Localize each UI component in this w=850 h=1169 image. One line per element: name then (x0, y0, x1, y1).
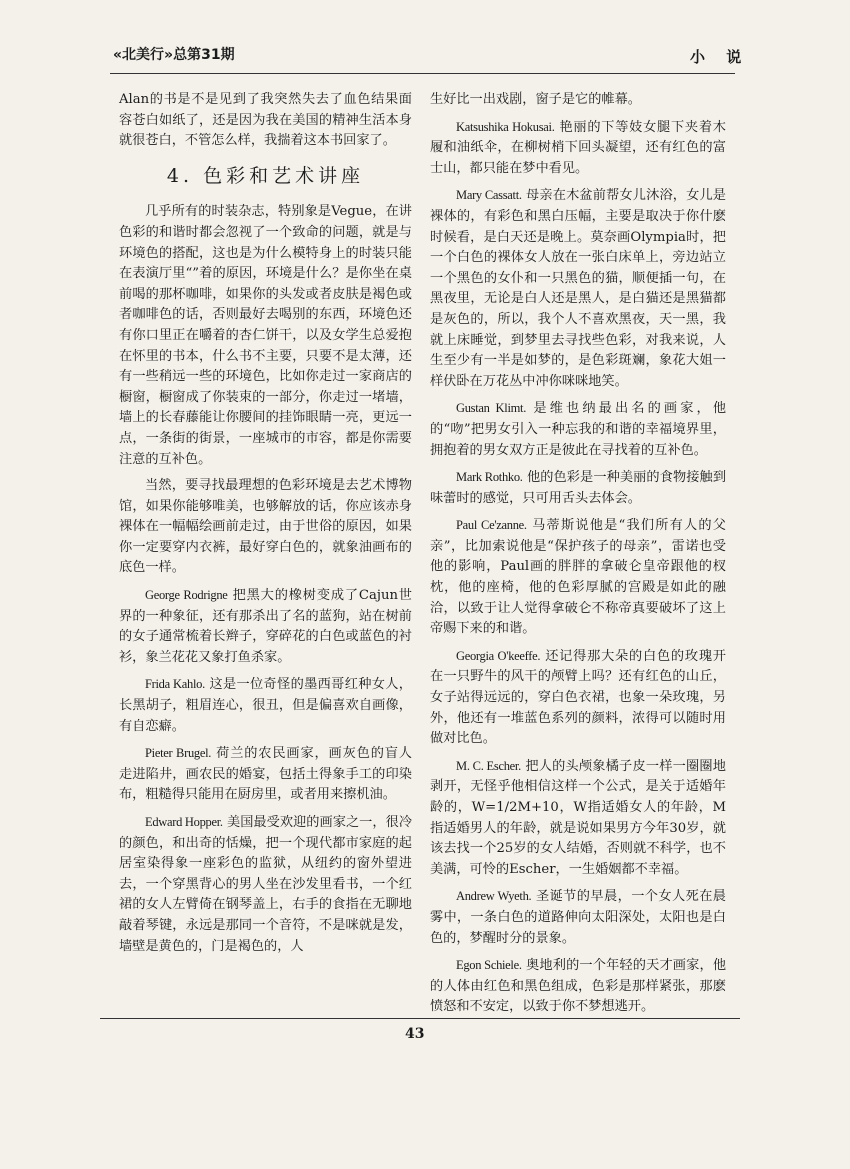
intro-paragraph: Alan的书是不是见到了我突然失去了血色结果面容苍白如纸了，还是因为我在美国的精神生活本身就很苍白，不管怎么样，我揣着这本书回家了。 (119, 92, 412, 149)
artist-paragraph (430, 515, 726, 640)
left-column (119, 90, 412, 963)
section-label: 小 说 (690, 48, 750, 66)
continued-paragraph: 生好比一出戏剧，窗子是它的帷幕。 (430, 92, 641, 107)
artist-description: 艳丽的下等妓女腿下夹着木履和油纸伞，在柳树梢下回头凝望，还有红色的富士山，都只能在梦中看见。 (430, 119, 726, 176)
magazine-issue-header: «北美行»总第31期 (113, 47, 235, 63)
artist-paragraph (119, 812, 412, 957)
artist-paragraph (430, 955, 726, 1018)
artist-name: Egon Schiele. (456, 958, 522, 973)
page-number: 43 (405, 1026, 425, 1042)
artist-name: Andrew Wyeth. (456, 889, 532, 904)
artist-paragraph (119, 743, 412, 806)
artist-description: 是维也纳最出名的画家，他的“吻”把男女引入一种忘我的和谐的幸福境界里，拥抱着的男女双方正是彼此在寻找着的互补色。 (430, 401, 727, 458)
artist-description: 圣诞节的早晨，一个女人死在晨雾中，一条白色的道路伸向太阳深处，太阳也是白色的，梦醒时分的景象。 (430, 889, 726, 946)
artist-paragraph (430, 398, 726, 461)
paragraph: 几乎所有的时装杂志，特别象是Vegue，在讲色彩的和谐时都会忽视了一个致命的问题，就是与环境色的搭配，这也是为什么模特身上的时装只能在表演厅里“”着的原因，环境是什么？是你坐在桌前喝的那杯咖啡，如果你的头发或者皮肤是褐色或者咖啡色的话，否则最好去喝别的东西，环境色还有你口里正在嚼着的杏仁饼干，以及女学生总爱抱在怀里的书本，什么书不主要，只要不是太薄，还有一些稍远一些的环境色，比如你走过一家商店的橱窗，橱窗成了你装束的一部分，你走过一堵墙，墙上的长春藤能让你腰间的挂饰眼睛一亮，更远一点，一条街的街景，一座城市的市容，都是你需要注意的互补色。 (119, 204, 412, 467)
artist-name: Mary Cassatt. (456, 188, 522, 203)
artist-paragraph (430, 646, 726, 750)
artist-paragraph (430, 117, 726, 180)
artist-name: George Rodrigne (145, 588, 228, 603)
right-column (430, 90, 726, 1024)
artist-description: 把人的头颅象橘子皮一样一圈圈地剥开，无怪乎他相信这样一个公式，是关于适婚年龄的，W=1/2M+10，W指适婚女人的年龄，M指适婚男人的年龄，就是说如果男方今年30岁，就该去找一个25岁的女人结婚，否则就不科学，也不美满，可怜的Escher，一生婚姻都不幸福。 (430, 758, 726, 877)
artist-description: 美国最受欢迎的画家之一，很冷的颜色，和出奇的恬燥，把一个现代都市家庭的起居室染得象一座彩色的监狱，从纽约的窗外望进去，一个穿黑背心的男人坐在沙发里看书，一个红裙的女人左臂倚在钢琴盖上，右手的食指在无聊地敲着琴键，永远是那同一个音符，不是咪就是发，墙壁是黄色的，门是褐色的，人 (119, 815, 413, 954)
artist-name: Edward Hopper. (145, 815, 223, 829)
artist-description: 他的色彩是一种美丽的食物接触到味蕾时的感觉，只可用舌头去体会。 (430, 470, 727, 506)
artist-description: 还记得那大朵的白色的玫瑰开在一只野牛的风干的颅臂上吗？还有红色的山丘，女子站得远远的，穿白色衣裙，也象一朵玫瑰，另外，他还有一堆蓝色系列的颜料，浓得可以随时用做对比色。 (430, 648, 726, 747)
artist-name: Katsushika Hokusai. (456, 119, 555, 134)
artist-description: 把黑大的橡树变成了Cajun世界的一种象征，还有那杀出了名的蓝狗，站在树前的女子通常梳着长辫子，穿碎花的白色或蓝色的衬衫，象兰花花又象打鱼杀家。 (119, 588, 412, 665)
artist-name: Gustan Klimt. (456, 401, 527, 416)
artist-name: Frida Kahlo. (145, 677, 205, 692)
artist-description: 母亲在木盆前帮女儿沐浴，女儿是裸体的，有彩色和黑白压幅，主要是取决于你什麽时候看，是白天还是晚上。莫奈画Olympia时，把一个白色的裸体女人放在一张白床单上，旁边站立一个黑色的女仆和一只黑色的猫，顺便插一句，在黑夜里，无论是白人还是黑人，是白猫还是黑猫都是灰色的，所以，我个人不喜欢黑夜，天一黑，我就上床睡觉，到梦里去寻找些色彩，对我来说，人生至少有一半是如梦的，是色彩斑斓，象花大姐一样伏卧在万花丛中冲你咪咪地笑。 (430, 188, 726, 389)
artist-paragraph (430, 886, 726, 949)
artist-name: Georgia O'keeffe. (456, 648, 541, 663)
artist-paragraph (430, 756, 726, 881)
paragraph: 当然，要寻找最理想的色彩环境是去艺术博物馆，如果你能够唯美，也够解放的话，你应该赤身裸体在一幅幅绘画前走过，由于世俗的原因，如果你一定要穿内衣裤，最好穿白色的，就象油画布的底色一样。 (119, 478, 412, 576)
artist-description: 荷兰的农民画家，画灰色的盲人走进陷井，画农民的婚宴，包括土得象手工的印染布，粗糙得只能用在厨房里，或者用来擦机油。 (119, 746, 412, 803)
artist-paragraph (119, 585, 412, 668)
bottom-divider (100, 1018, 740, 1019)
artist-description: 马蒂斯说他是“我们所有人的父亲”，比加索说他是“保护孩子的母亲”，雷诺也受他的影响，Paul画的胖胖的拿破仑皇帝跟他的杈枕，他的座椅，他的色彩厚腻的宫殿是如此的融洽，以致于让人觉得拿破仑不称帝真要破坏了这上帝赐下来的和谐。 (430, 518, 726, 637)
artist-name: M. C. Escher. (456, 758, 521, 773)
artist-name: Mark Rothko. (456, 470, 523, 485)
artist-paragraph (119, 674, 412, 737)
top-divider (110, 73, 735, 74)
artist-paragraph (430, 185, 726, 392)
artist-name: Pieter Brugel. (145, 746, 212, 761)
artist-name: Paul Ce'zanne. (456, 518, 527, 533)
artist-description: 奥地利的一个年轻的天才画家，他的人体由红色和黑色组成，色彩是那样紧张，那麽愤怒和不安定，以致于你不梦想逃开。 (430, 958, 727, 1015)
artist-paragraph (430, 467, 726, 509)
section-title: 4. 色彩和艺术讲座 (166, 164, 365, 187)
artist-description: 这是一位奇怪的墨西哥红种女人，长黑胡子，粗眉连心，很丑，但是偏喜欢自画像，有自恋癖。 (119, 677, 412, 734)
